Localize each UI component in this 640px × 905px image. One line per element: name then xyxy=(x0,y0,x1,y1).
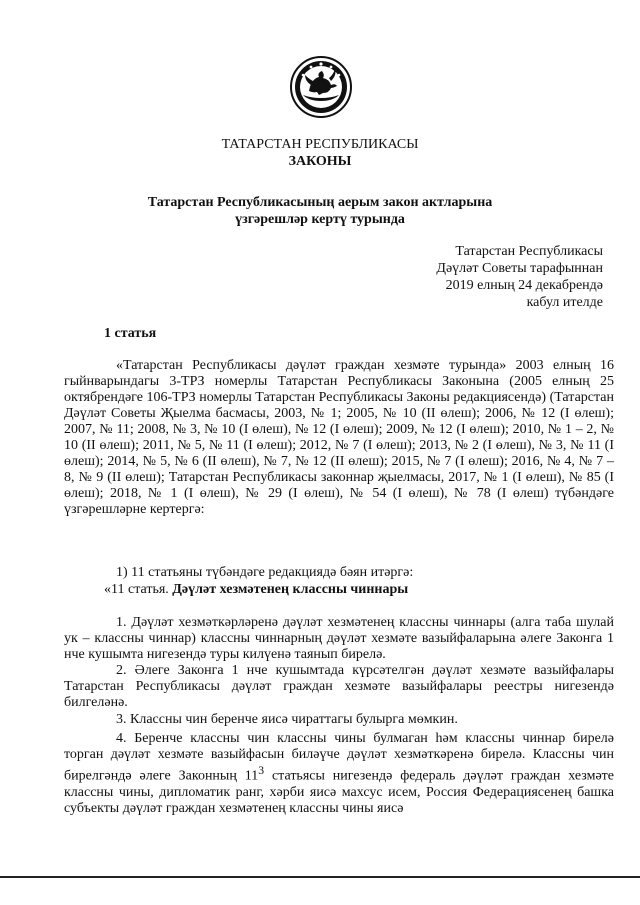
tatarstan-emblem xyxy=(289,55,353,119)
paragraph-point-1: 1. Дәүләт хезмәткәрләренә дәүләт хезмәтенең классны чиннары (алга таба шулай ук – классны чиннар) классны чиннарның дәүләт хезмәте вазыйфаларына әлеге Законга 1 нче кушымта нигезендә туры килүенә таянып бирелә. xyxy=(64,615,614,662)
header-line-1: ТАТАРСТАН РЕСПУБЛИКАСЫ xyxy=(221,137,419,152)
article-11-prefix: «11 статья. xyxy=(104,582,173,597)
paragraph-point-3: 3. Классны чин беренче яисә чираттагы булырга мөмкин. xyxy=(116,712,458,727)
article-heading: 1 статья xyxy=(104,326,157,341)
law-title-line-2: үзгәрешләр кертү турында xyxy=(235,212,405,227)
header-line-2: ЗАКОНЫ xyxy=(288,154,352,169)
point-4-text-b: статьясы нигезендә федераль дәүләт граждан хезмәте классны чины, дипломатик ранг, хәрби яисә махсус исем, Россия Федерациясенең башка субъекты дәүләт граждан хезмәтенең классны чины яисә xyxy=(64,768,614,816)
adoption-line-1: Татарстан Республикасы xyxy=(455,244,603,259)
paragraph-article-11-heading xyxy=(104,582,614,598)
point-4-text-a: 4. Беренче классны чин классны чины булмаган һәм классны чиннар бирелә торган дәүләт хезмәте вазыйфасын биләүче дәүләт хезмәткәренә бирелә. Классны чин бирелгәндә әлеге Законның 11 xyxy=(64,731,614,784)
adoption-block xyxy=(436,243,603,311)
paragraph-point-4 xyxy=(64,731,614,817)
paragraph-amendment-intro: «Татарстан Республикасы дәүләт граждан хезмәте турында» 2003 елның 16 гыйнварындагы 3-ТРЗ номерлы Татарстан Республикасы Законына (2005 елның 25 октябрендәге 106-ТРЗ номерлы Татарстан Республикасы Законы редакциясендә) (Татарстан Дәүләт Советы Җыелма басмасы, 2003, № 1; 2005, № 10 (II өлеш); 2006, № 12 (I өлеш); 2007, № 11; 2008, № 3, № 10 (I өлеш), № 12 (I өлеш); 2009, № 12 (I өлеш); 2010, № 1 – 2, № 10 (II өлеш); 2011, № 5, № 11 (I өлеш); 2012, № 7 (I өлеш); 2013, № 2 (I өлеш), № 3, № 11 (I өлеш); 2014, № 5, № 6 (II өлеш), № 7, № 12 (II өлеш); 2015, № 7 (I өлеш); 2016, № 4, № 7 – 8, № 9 (II өлеш); Татарстан Республикасы законнар җыелмасы, 2017, № 1 (I өлеш), № 85 (I өлеш); 2018, № 1 (I өлеш), № 29 (I өлеш), № 54 (I өлеш), № 78 (I өлеш) түбәндәге үзгәрешләрне кертергә: xyxy=(64,358,614,517)
adoption-line-4: кабул ителде xyxy=(526,295,603,310)
adoption-line-3: 2019 елның 24 декабрендә xyxy=(445,278,603,293)
point-4-superscript: 3 xyxy=(258,764,265,777)
paragraph-item-1: 1) 11 статьяны түбәндәге редакциядә бәян итәргә: xyxy=(116,565,414,580)
page-bottom-edge xyxy=(0,876,640,878)
article-11-title: Дәүләт хезмәтенең классны чиннары xyxy=(172,582,409,597)
adoption-line-2: Дәүләт Советы тарафыннан xyxy=(436,261,603,276)
law-title-line-1: Татарстан Республикасының аерым закон актларына xyxy=(147,195,493,210)
paragraph-point-2: 2. Әлеге Законга 1 нче кушымтада күрсәтелгән дәүләт хезмәте вазыйфалары Татарстан Республикасы дәүләт граждан хезмәте вазыйфалары реестры нигезендә билгеләнә. xyxy=(64,663,614,710)
